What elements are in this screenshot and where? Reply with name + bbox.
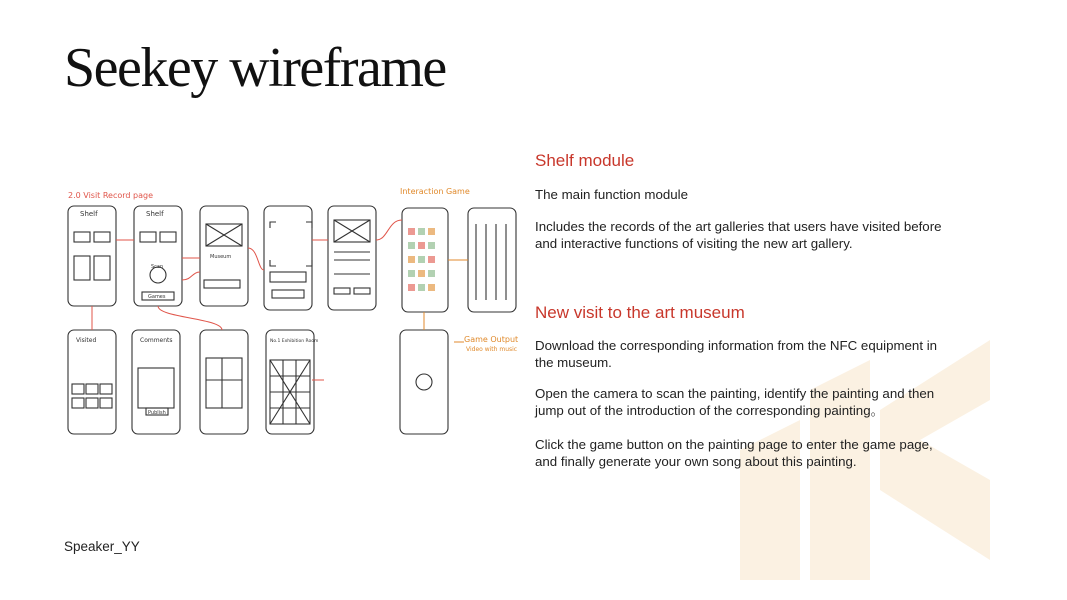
sketch-games-label: Games — [148, 294, 166, 300]
section-heading-new-visit: New visit to the art museum — [535, 303, 745, 322]
sketch-screen-comments: Comments — [140, 337, 173, 344]
sketch-label-video-music: Video with music — [466, 346, 518, 353]
section-heading-shelf-module: Shelf module — [535, 151, 635, 170]
sketch-label-interaction-game: Interaction Game — [400, 187, 470, 196]
sketch-scan-label: Scan — [151, 264, 164, 270]
sketch-museum-label: Museum — [210, 254, 232, 260]
speaker-label: Speaker_YY — [64, 539, 140, 554]
wireframe-sketch — [62, 180, 532, 440]
shelf-module-intro: The main function module — [535, 187, 688, 202]
sketch-screen-shelf-1: Shelf — [80, 210, 98, 218]
sketch-publish-label: Publish — [148, 410, 166, 416]
new-visit-camera-text: Open the camera to scan the painting, identify the painting and then jump out of the introduction of the corresponding painting。 — [535, 386, 935, 418]
sketch-screen-visited: Visited — [76, 337, 97, 344]
sketch-exhibition-room: No.1 Exhibition Room — [270, 339, 319, 344]
new-visit-nfc-text: Download the corresponding information from the NFC equipment in the museum. — [535, 338, 938, 370]
sketch-label-game-output: Game Output — [464, 335, 519, 344]
shelf-module-description: Includes the records of the art galleries that users have visited before and interactive functions of visiting the new art gallery. — [535, 219, 942, 251]
sketch-label-visit-record: 2.0 Visit Record page — [68, 191, 154, 200]
sketch-screen-shelf-2: Shelf — [146, 210, 164, 218]
new-visit-game-text: Click the game button on the painting page to enter the game page, and finally generate your own song about this painting. — [535, 437, 933, 469]
page-title: Seekey wireframe — [64, 37, 446, 99]
